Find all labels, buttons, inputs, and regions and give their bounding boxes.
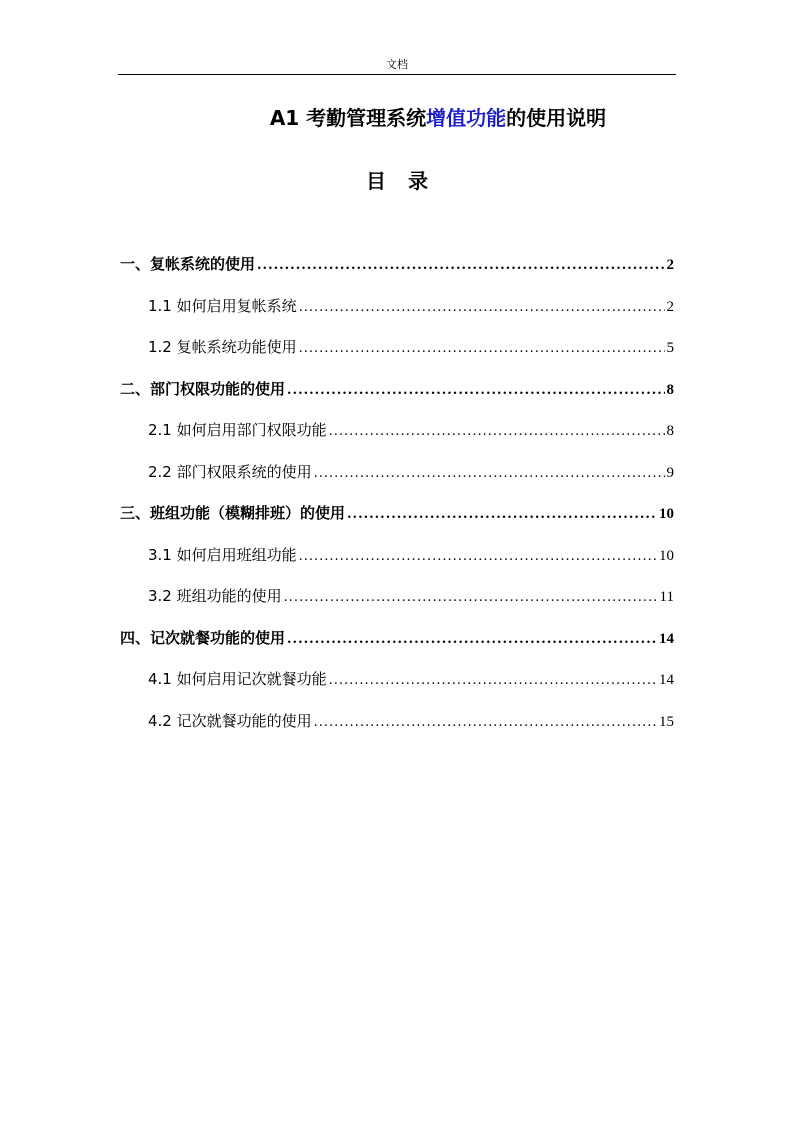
page-header — [118, 56, 676, 75]
toc-entry-label: 一、复帐系统的使用 — [120, 255, 256, 273]
toc-subsection-link[interactable] — [120, 663, 674, 705]
toc-entry-label: 2.1 如何启用部门权限功能 — [148, 421, 327, 439]
toc-page-number: 10 — [659, 547, 674, 564]
toc-dot-leader — [287, 374, 664, 407]
toc-entry-label: 4.2 记次就餐功能的使用 — [148, 711, 312, 730]
toc-page-number: 8 — [666, 423, 674, 439]
toc-page-number: 14 — [659, 672, 674, 688]
toc-page-number: 10 — [659, 506, 674, 522]
toc-section-link[interactable] — [120, 373, 674, 415]
toc-entry-label: 2.2 部门权限系统的使用 — [148, 462, 312, 481]
toc-section-link[interactable] — [120, 248, 674, 290]
toc-page-number: 2 — [666, 298, 674, 315]
toc-entry-label: 1.2 复帐系统功能使用 — [148, 338, 297, 356]
toc-dot-leader — [314, 706, 657, 739]
toc-entry-label: 3.1 如何启用班组功能 — [148, 545, 297, 564]
table-of-contents — [120, 248, 674, 746]
toc-entry-label: 二、部门权限功能的使用 — [120, 379, 286, 398]
toc-dot-leader — [299, 540, 657, 573]
toc-entry-label: 1.1 如何启用复帐系统 — [148, 296, 297, 315]
toc-page-number: 8 — [666, 381, 674, 398]
toc-subsection-link[interactable] — [120, 580, 674, 622]
toc-page-number: 2 — [666, 257, 674, 273]
toc-dot-leader — [299, 291, 665, 324]
toc-dot-leader — [299, 332, 665, 365]
toc-page-number: 9 — [666, 464, 674, 481]
toc-heading: 目录 — [366, 169, 450, 193]
toc-subsection-link[interactable] — [120, 290, 674, 332]
toc-subsection-link[interactable] — [120, 331, 674, 373]
toc-page-number: 14 — [659, 630, 674, 647]
toc-entry-label: 4.1 如何启用记次就餐功能 — [148, 670, 327, 688]
title-prefix: A1 考勤管理系统 — [269, 106, 427, 130]
toc-entry-label: 三、班组功能（模糊排班）的使用 — [120, 504, 346, 522]
toc-subsection-link[interactable] — [120, 539, 674, 581]
toc-page-number: 11 — [659, 589, 674, 605]
toc-entry-label: 3.2 班组功能的使用 — [148, 587, 282, 605]
document-title — [160, 100, 716, 136]
toc-dot-leader — [284, 581, 658, 614]
toc-entry-label: 四、记次就餐功能的使用 — [120, 628, 286, 647]
toc-dot-leader — [329, 664, 657, 697]
toc-dot-leader — [347, 498, 657, 531]
toc-subsection-link[interactable] — [120, 414, 674, 456]
header-text: 文档 — [386, 58, 408, 71]
title-highlight: 增值功能 — [426, 106, 507, 130]
toc-subsection-link[interactable] — [120, 456, 674, 498]
toc-page-number: 5 — [666, 340, 674, 356]
toc-dot-leader — [329, 415, 665, 448]
toc-page-number: 15 — [659, 713, 674, 730]
toc-dot-leader — [287, 623, 657, 656]
toc-section-link[interactable] — [120, 622, 674, 664]
toc-subsection-link[interactable] — [120, 705, 674, 747]
toc-dot-leader — [257, 249, 664, 282]
toc-section-link[interactable] — [120, 497, 674, 539]
title-suffix: 的使用说明 — [506, 106, 607, 130]
toc-dot-leader — [314, 457, 665, 490]
